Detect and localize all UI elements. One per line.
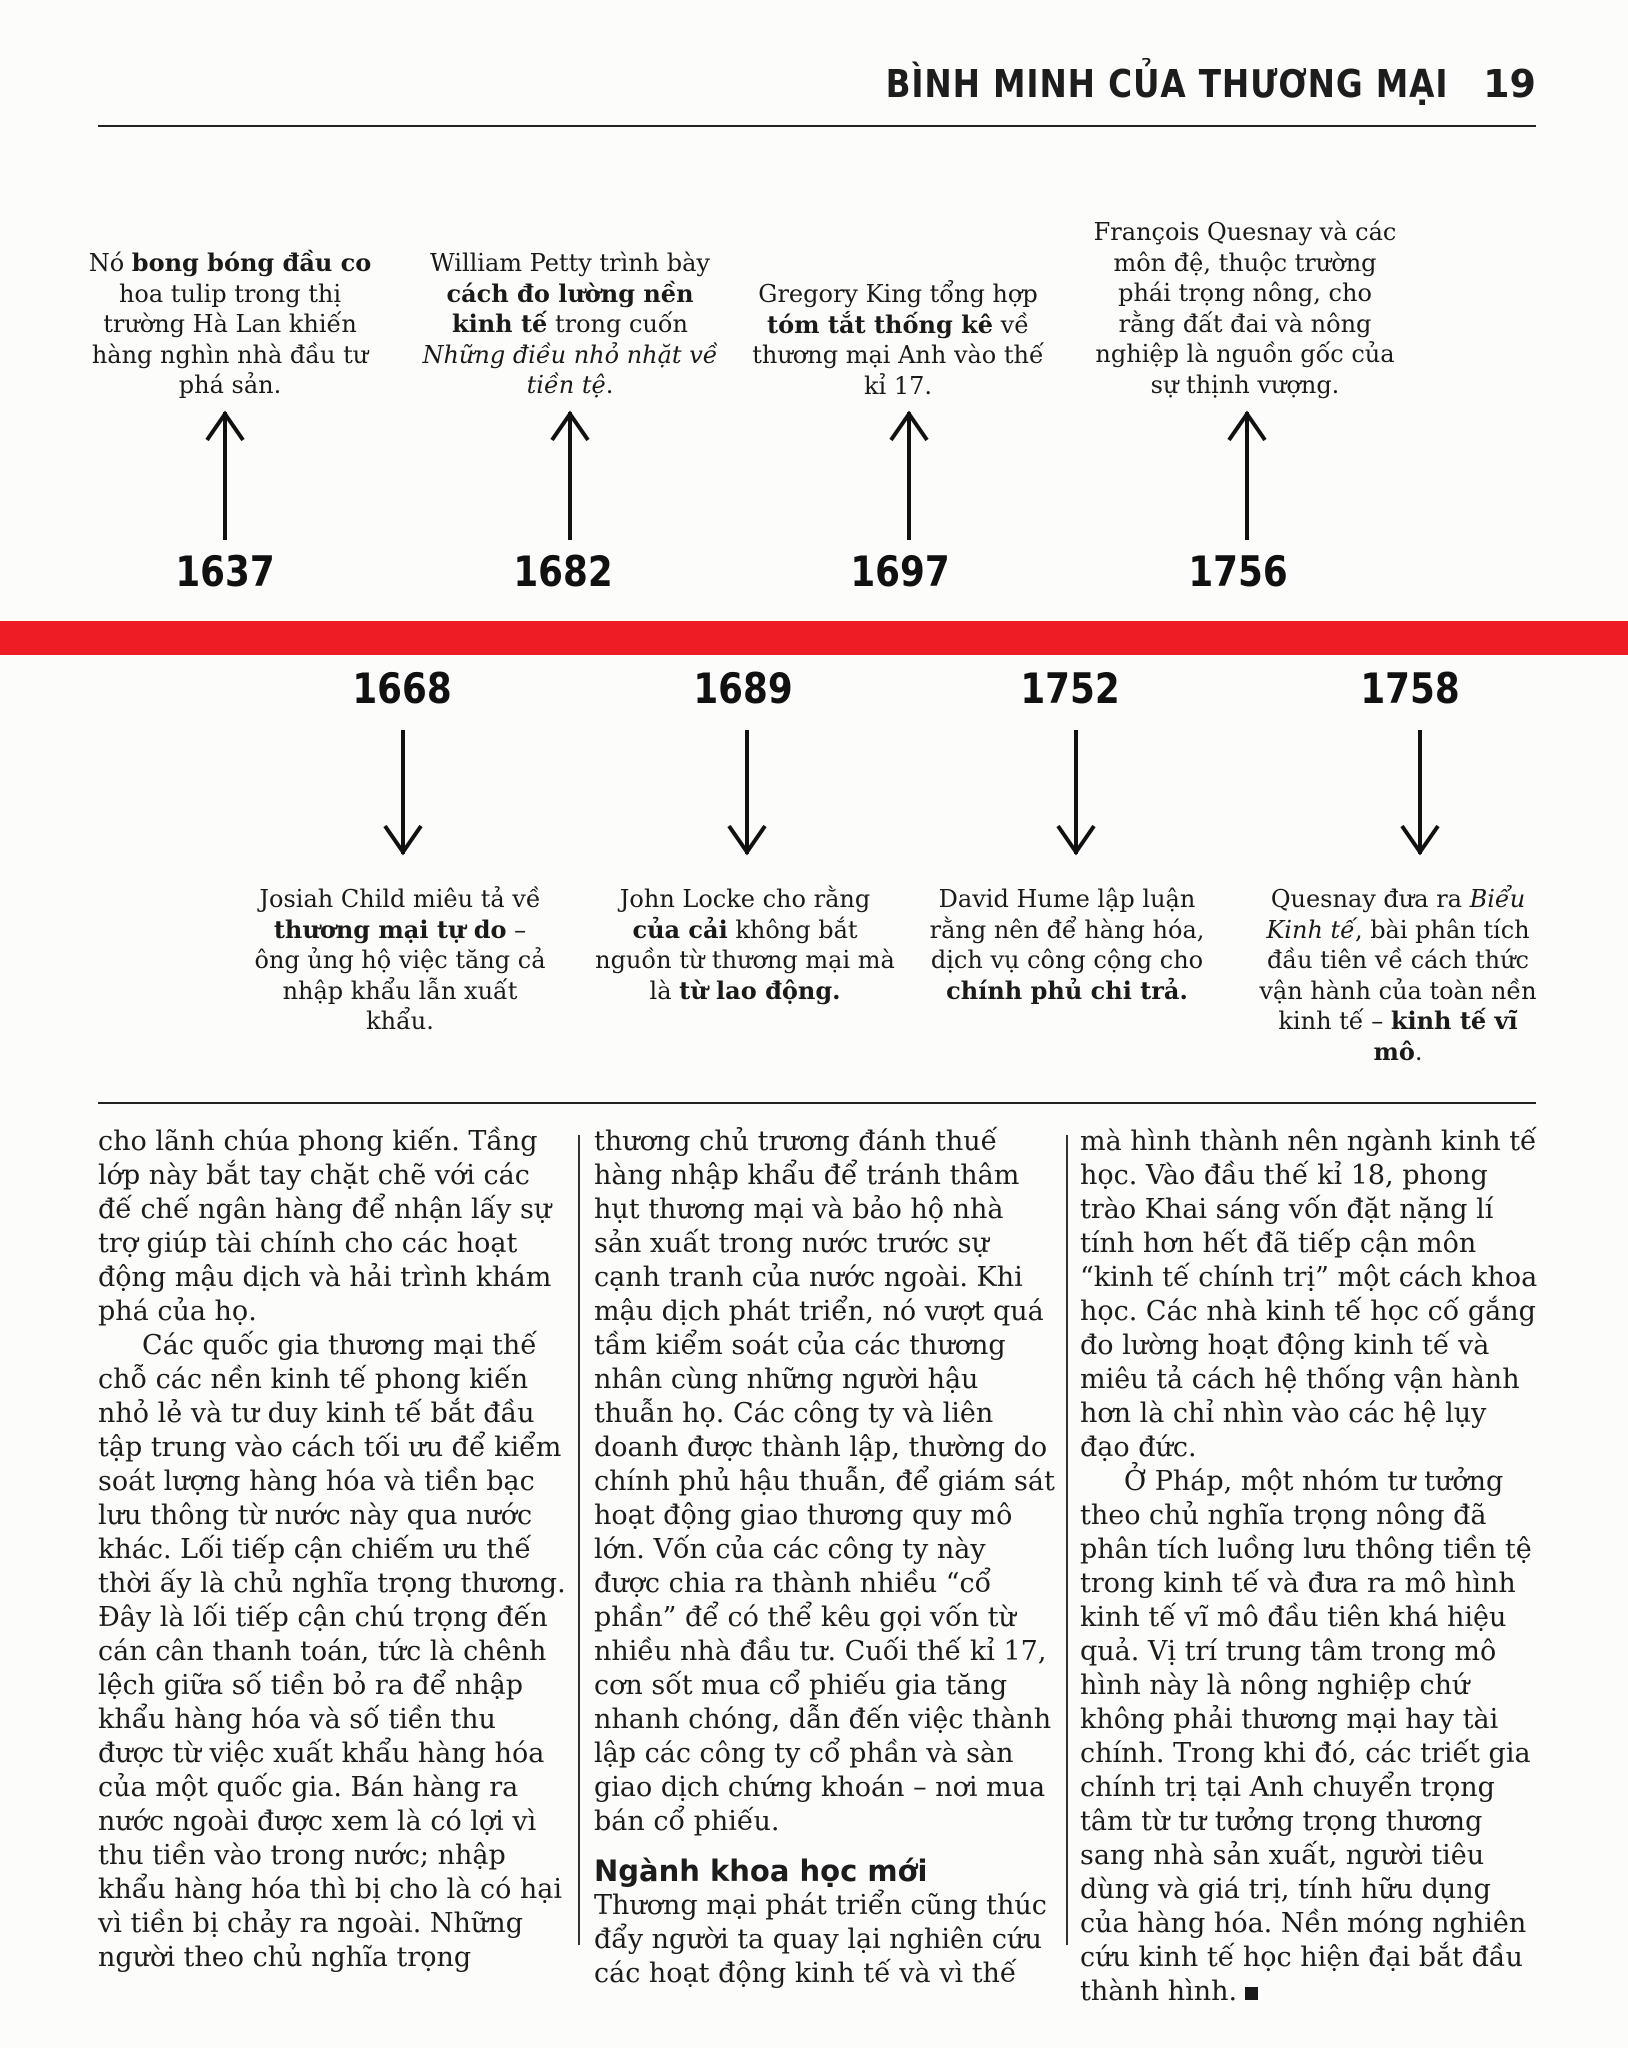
up-arrow-icon	[884, 408, 934, 543]
text-run: Josiah Child miêu tả về	[259, 885, 541, 913]
text-run: John Locke cho rằng	[619, 885, 871, 913]
year-1697: 1697	[850, 547, 950, 596]
emphasis-bold: kinh tế vĩ mô	[1373, 1006, 1518, 1066]
paragraph: Các quốc gia thương mại thế chỗ các nền kinh tế phong kiến nhỏ lẻ và tư duy kinh tế bắt đầu tập trung vào cách tối ưu để kiểm soát lượng hàng hóa và tiền bạc lưu thông từ nước này qua nước khác. Lối tiếp cận chiếm ưu thế thời ấy là chủ nghĩa trọng thương. Đây là lối tiếp cận chú trọng đến cán cân thanh toán, tức là chênh lệch giữa số tiền bỏ ra để nhập khẩu hàng hóa và số tiền thu được từ việc xuất khẩu hàng hóa của một quốc gia. Bán hàng ra nước ngoài được xem là có lợi vì thu tiền vào trong nước; nhập khẩu hàng hóa thì bị cho là có hại vì tiền bị chảy ra ngoài. Những người theo chủ nghĩa trọng	[98, 1330, 566, 1973]
text-run: Nó	[88, 249, 132, 277]
body-column-3	[1080, 1125, 1540, 2009]
year-1637: 1637	[175, 547, 275, 596]
up-arrow-icon	[200, 408, 250, 543]
section-rule	[98, 1102, 1536, 1104]
paragraph	[1080, 1465, 1540, 2009]
running-header-title: BÌNH MINH CỦA THƯƠNG MẠI	[885, 62, 1448, 106]
emphasis-bold: cách đo lường nền kinh tế	[446, 278, 694, 338]
column-divider	[1066, 1135, 1068, 1945]
event-text-1637	[80, 248, 380, 401]
year-1682: 1682	[513, 547, 613, 596]
text-run: .	[1414, 1037, 1423, 1066]
emphasis-italic: Những điều nhỏ nhặt về tiền tệ	[422, 340, 718, 399]
down-arrow-icon	[1395, 728, 1445, 858]
year-1668: 1668	[352, 664, 452, 713]
section-heading: Ngành khoa học mới	[594, 1854, 928, 1888]
page-number: 19	[1483, 62, 1536, 106]
up-arrow-icon	[1222, 408, 1272, 543]
body-column-1	[98, 1125, 568, 1975]
paragraph-text: Ở Pháp, một nhóm tư tưởng theo chủ nghĩa trọng nông đã phân tích luồng lưu thông tiền tệ trong kinh tế và đưa ra mô hình kinh tế vĩ mô đầu tiên khá hiệu quả. Vị trí trung tâm trong mô hình này là nông nghiệp chứ không phải thương mại hay tài chính. Trong khi đó, các triết gia chính trị tại Anh chuyển trọng tâm từ tư tưởng trọng thương sang nhà sản xuất, người tiêu dùng và giá trị, tính hữu dụng của hàng hóa. Nền móng nghiên cứu kinh tế học hiện đại bắt đầu thành hình.	[1080, 1466, 1532, 2007]
event-text-1668	[250, 884, 550, 1037]
paragraph: mà hình thành nên ngành kinh tế học. Vào đầu thế kỉ 18, phong trào Khai sáng vốn đặt nặng lí tính hơn hết đã tiếp cận môn “kinh tế chính trị” một cách khoa học. Các nhà kinh tế học cố gắng đo lường hoạt động kinh tế và miêu tả cách hệ thống vận hành hơn là chỉ nhìn vào các hệ lụy đạo đức.	[1080, 1126, 1538, 1463]
emphasis-bold: của cải	[632, 914, 728, 944]
text-run: William Petty trình bày	[430, 249, 710, 277]
paragraph: Thương mại phát triển cũng thúc đẩy người ta quay lại nghiên cứu các hoạt động kinh tế và vì thế	[594, 1890, 1047, 1989]
text-run: Quesnay đưa ra	[1270, 885, 1470, 913]
emphasis-bold: chính phủ chi trả.	[946, 975, 1188, 1005]
text-run: không bắt nguồn từ thương mại mà là	[595, 915, 895, 1005]
year-1756: 1756	[1188, 547, 1288, 596]
up-arrow-icon	[545, 408, 595, 543]
text-run: – ông ủng hộ việc tăng cả nhập khẩu lẫn xuất khẩu.	[254, 915, 546, 1035]
emphasis-bold: tóm tắt thống kê	[767, 309, 993, 339]
column-divider	[578, 1135, 580, 1945]
down-arrow-icon	[722, 728, 772, 858]
text-run: hoa tulip trong thị trường Hà Lan khiến hàng nghìn nhà đầu tư phá sản.	[91, 279, 369, 399]
emphasis-bold: từ lao động.	[679, 975, 841, 1005]
text-run: , bài phân tích đầu tiên về cách thức vận hành của toàn nền kinh tế –	[1259, 915, 1537, 1035]
text-run: trong cuốn	[547, 310, 689, 338]
event-text-1752	[917, 884, 1217, 1006]
event-text-1682	[420, 248, 720, 401]
year-1752: 1752	[1020, 664, 1120, 713]
text-run: David Hume lập luận rằng nên để hàng hóa, dịch vụ công cộng cho	[929, 885, 1205, 974]
paragraph: cho lãnh chúa phong kiến. Tầng lớp này bắt tay chặt chẽ với các đế chế ngân hàng để nhận lấy sự trợ giúp tài chính cho các hoạt động mậu dịch và hải trình khám phá của họ.	[98, 1126, 552, 1327]
text-run: về thương mại Anh vào thế kỉ 17.	[752, 310, 1044, 400]
body-column-2	[594, 1125, 1056, 1991]
header-rule	[98, 125, 1536, 127]
down-arrow-icon	[1051, 728, 1101, 858]
year-1689: 1689	[693, 664, 793, 713]
paragraph: thương chủ trương đánh thuế hàng nhập khẩu để tránh thâm hụt thương mại và bảo hộ nhà sản xuất trong nước trước sự cạnh tranh của nước ngoài. Khi mậu dịch phát triển, nó vượt quá tầm kiểm soát của các thương nhân cùng những người hậu thuẫn họ. Các công ty và liên doanh được thành lập, thường do chính phủ hậu thuẫn, để giám sát hoạt động giao thương quy mô lớn. Vốn của các công ty này được chia ra thành nhiều “cổ phần” để có thể kêu gọi vốn từ nhiều nhà đầu tư. Cuối thế kỉ 17, cơn sốt mua cổ phiếu gia tăng nhanh chóng, dẫn đến việc thành lập các công ty cổ phần và sàn giao dịch chứng khoán – nơi mua bán cổ phiếu.	[594, 1126, 1055, 1837]
text-run: François Quesnay và các môn đệ, thuộc trường phái trọng nông, cho rằng đất đai và nông nghiệp là nguồn gốc của sự thịnh vượng.	[1093, 218, 1397, 399]
emphasis-bold: thương mại tự do	[273, 914, 507, 944]
year-1758: 1758	[1360, 664, 1460, 713]
event-text-1758	[1256, 884, 1540, 1067]
emphasis-italic: Biểu Kinh tế	[1266, 885, 1526, 944]
text-run: Gregory King tổng hợp	[758, 280, 1038, 308]
event-text-1697	[748, 279, 1048, 401]
down-arrow-icon	[378, 728, 428, 858]
emphasis-bold: bong bóng đầu co	[131, 248, 372, 277]
event-text-1689	[595, 884, 895, 1006]
event-text-1756	[1092, 217, 1398, 400]
timeline-bar	[0, 621, 1628, 655]
text-run: .	[605, 371, 614, 399]
end-of-article-mark	[1245, 1987, 1258, 2000]
